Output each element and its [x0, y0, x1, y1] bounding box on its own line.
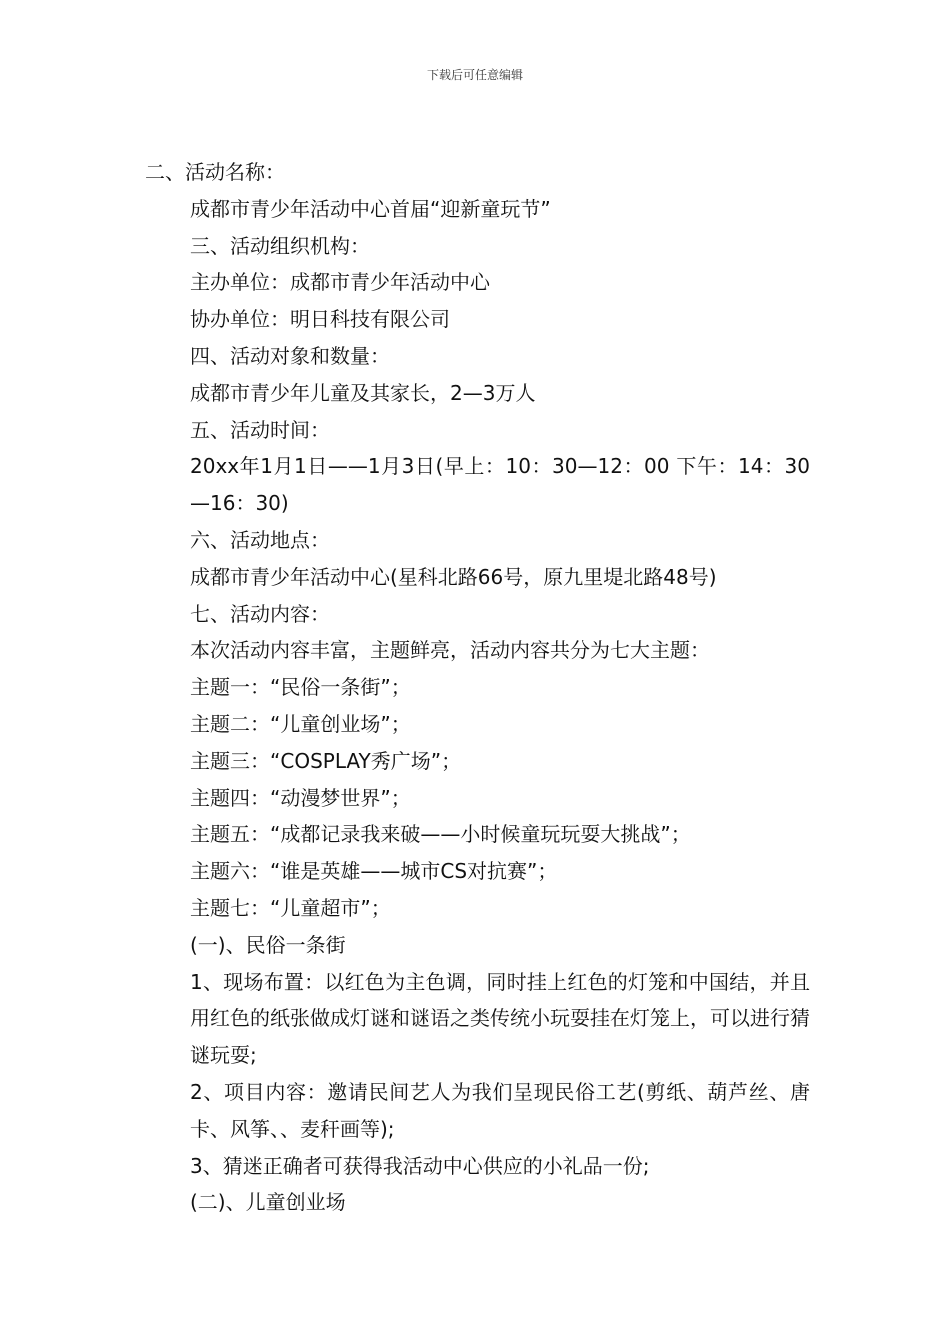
theme-item: 主题二：“儿童创业场”；: [190, 711, 411, 736]
section-heading: 四、活动对象和数量：: [190, 343, 390, 368]
theme-item: 主题四：“动漫梦世界”；: [190, 785, 411, 810]
paragraph: 主办单位：成都市青少年活动中心: [190, 270, 490, 295]
theme-item: 主题三：“COSPLAY秀广场”；: [190, 748, 462, 773]
theme-item: 主题一：“民俗一条街”；: [190, 675, 411, 700]
subsection-heading: (一)、民俗一条街: [190, 932, 346, 957]
paragraph: 本次活动内容丰富，主题鲜亮，活动内容共分为七大主题：: [190, 638, 710, 663]
section-heading: 五、活动时间：: [190, 417, 330, 442]
paragraph: 3、猜迷正确者可获得我活动中心供应的小礼品一份;: [190, 1153, 650, 1178]
page-header: 下载后可任意编辑: [426, 68, 523, 82]
activity-name: 成都市青少年活动中心首届“迎新童玩节”: [190, 196, 551, 221]
paragraph: 1、现场布置：以红色为主色调，同时挂上红色的灯笼和中国结，并且用红色的纸张做成灯谜和谜语之类传统小玩耍挂在灯笼上，可以进行猜谜玩耍;: [190, 969, 810, 1068]
paragraph: 成都市青少年儿童及其家长，2—3万人: [190, 380, 536, 405]
paragraph: 2、项目内容：邀请民间艺人为我们呈现民俗工艺(剪纸、葫芦丝、唐卡、风筝、、麦秆画等);: [190, 1079, 810, 1141]
section-heading: 六、活动地点：: [190, 527, 330, 552]
theme-item: 主题六：“谁是英雄——城市CS对抗赛”；: [190, 859, 558, 884]
document-body: [145, 154, 810, 1221]
theme-item: 主题七：“儿童超市”；: [190, 895, 391, 920]
paragraph: 协办单位：明日科技有限公司: [190, 307, 450, 332]
section-heading: 二、活动名称：: [145, 160, 285, 184]
section-heading: 七、活动内容：: [190, 601, 330, 626]
paragraph: 20xx年1月1日——1月3日(早上：10：30—12：00 下午：14：30—16：30): [190, 454, 810, 516]
paragraph: 成都市青少年活动中心(星科北路66号，原九里堤北路48号): [190, 564, 717, 589]
subsection-heading: (二)、儿童创业场: [190, 1190, 346, 1215]
section-heading: 三、活动组织机构：: [190, 233, 370, 258]
theme-item: 主题五：“成都记录我来破——小时候童玩玩耍大挑战”；: [190, 822, 691, 847]
